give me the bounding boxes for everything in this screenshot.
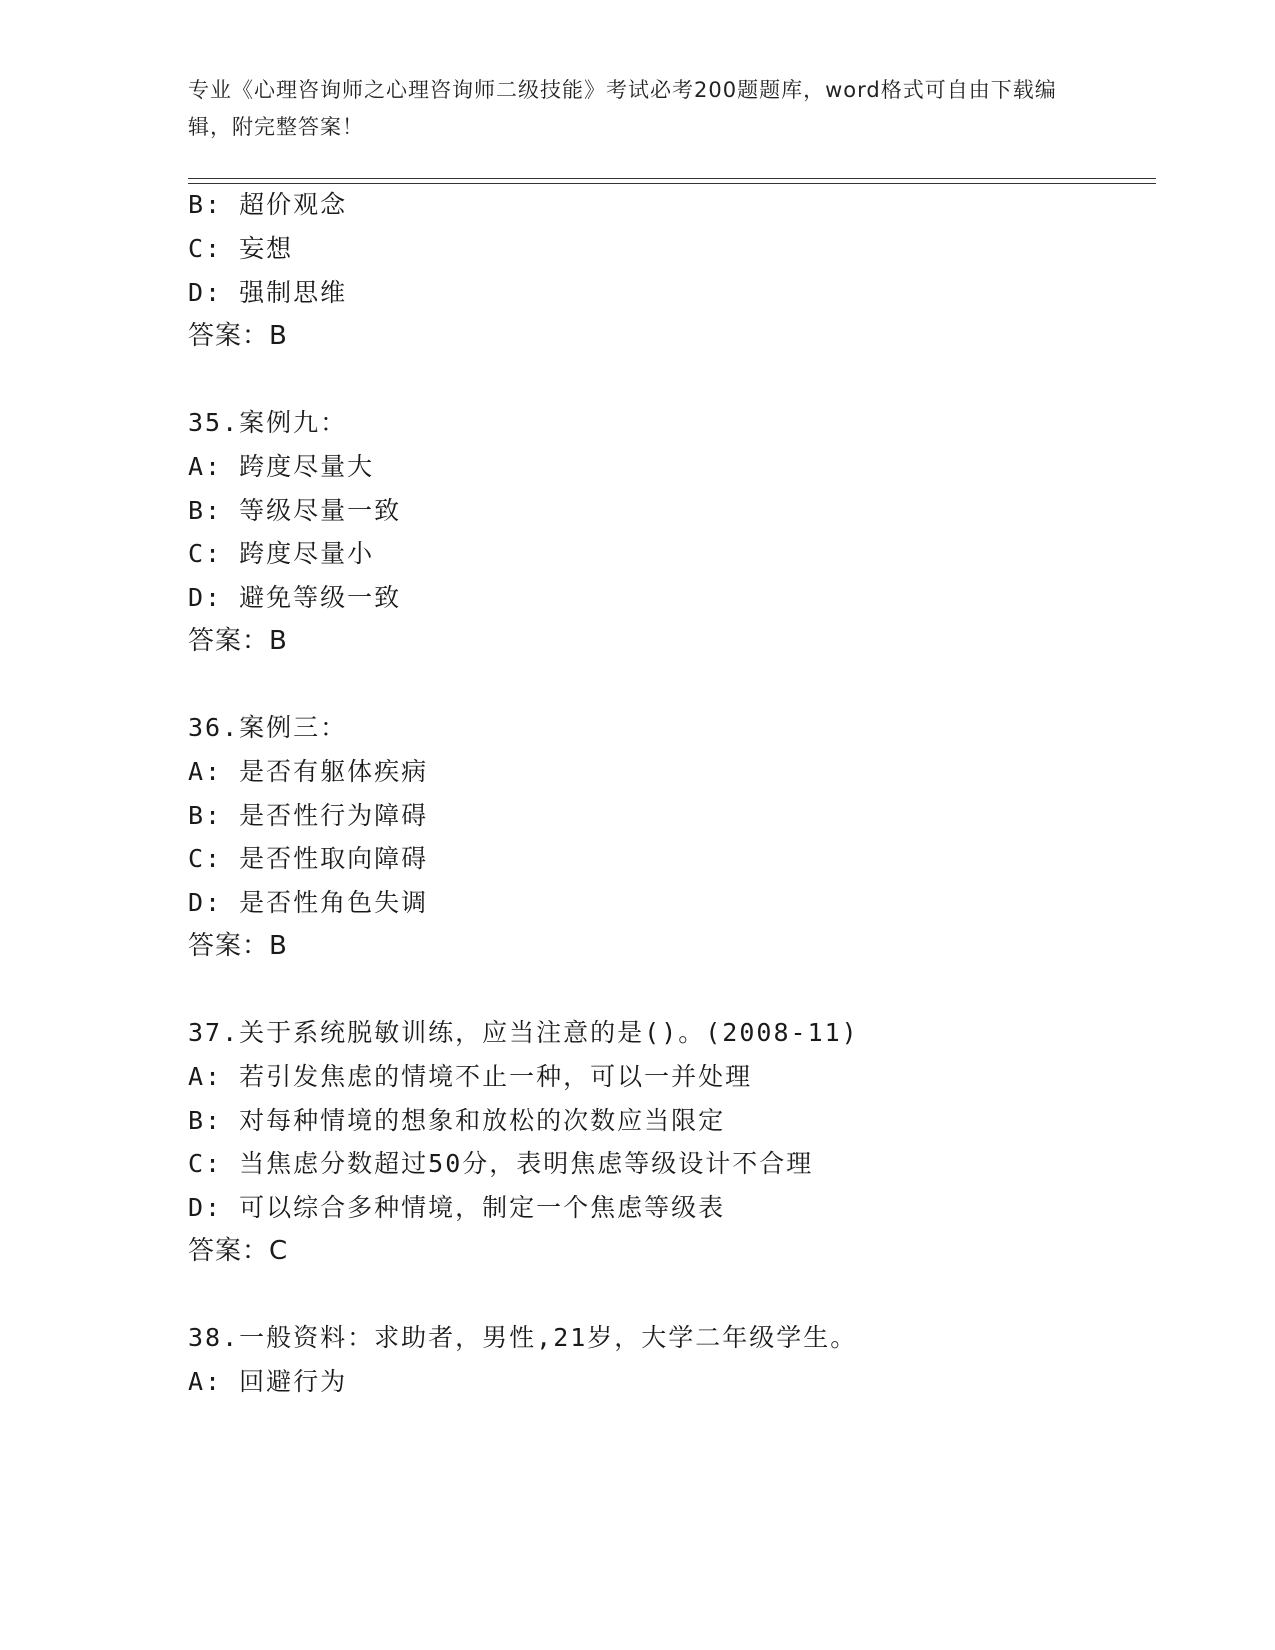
- option-c: C: 是否性取向障碍: [188, 844, 429, 873]
- header-rule-top: [188, 178, 1156, 179]
- answer: 答案：B: [188, 626, 288, 656]
- option-a: A: 若引发焦虑的情境不止一种，可以一并处理: [188, 1062, 753, 1091]
- option-a: A: 跨度尽量大: [188, 452, 375, 481]
- answer: 答案：C: [188, 1236, 289, 1266]
- option-b: B: 是否性行为障碍: [188, 801, 429, 830]
- question-stem: 36.案例三：: [188, 713, 348, 742]
- option-a: A: 回避行为: [188, 1367, 348, 1396]
- document-intro: 专业《心理咨询师之心理咨询师二级技能》考试必考200题题库，word格式可自由下载编辑，附完整答案！: [188, 78, 1057, 139]
- option-c: C: 跨度尽量小: [188, 539, 375, 568]
- option-d: D: 避免等级一致: [188, 583, 402, 612]
- question-stem: 38.一般资料：求助者，男性,21岁，大学二年级学生。: [188, 1323, 858, 1352]
- option-c: C: 当焦虑分数超过50分，表明焦虑等级设计不合理: [188, 1149, 814, 1178]
- option-b: B: 超价观念: [188, 190, 348, 219]
- question-stem: 35.案例九：: [188, 408, 348, 437]
- answer: 答案：B: [188, 931, 288, 961]
- option-b: B: 对每种情境的想象和放松的次数应当限定: [188, 1106, 726, 1135]
- answer: 答案：B: [188, 321, 288, 351]
- header-rule-bottom: [188, 183, 1156, 184]
- option-b: B: 等级尽量一致: [188, 496, 402, 525]
- question-stem: 37.关于系统脱敏训练，应当注意的是()。(2008-11): [188, 1018, 859, 1047]
- option-c: C: 妄想: [188, 234, 294, 263]
- option-d: D: 是否性角色失调: [188, 888, 429, 917]
- option-a: A: 是否有躯体疾病: [188, 757, 429, 786]
- option-d: D: 强制思维: [188, 278, 348, 307]
- option-d: D: 可以综合多种情境，制定一个焦虑等级表: [188, 1193, 726, 1222]
